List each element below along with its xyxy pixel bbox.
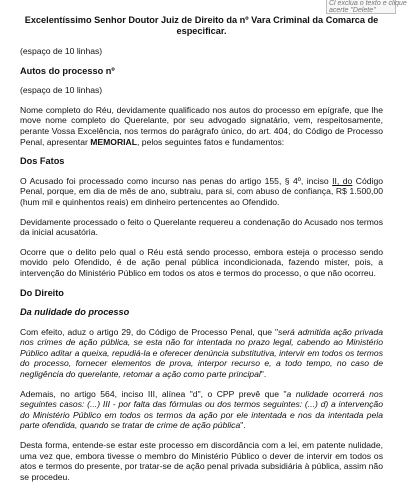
direito-2-text-b: ". bbox=[240, 420, 246, 431]
fatos-paragraph-2: Devidamente processado o feito o Querelante requereu a condenação do Acusado nos termos da inicial acusatória. bbox=[20, 216, 383, 238]
instruction-note-line2: acerte "Delete" bbox=[329, 7, 376, 14]
fatos-1-text-a: O Acusado foi processado como incurso nas penas do artigo 155, § 4º, inciso bbox=[20, 175, 333, 186]
intro-text-post: , pelos seguintes fatos e fundamentos: bbox=[137, 136, 285, 147]
fatos-1-underlined: II, do bbox=[332, 175, 353, 186]
instruction-note bbox=[326, 0, 407, 14]
direito-1-text-b: ". bbox=[260, 369, 267, 380]
subsection-heading-nulidade: Da nulidade do processo bbox=[20, 307, 130, 318]
spacer-note-1: (espaço de 10 linhas) bbox=[20, 46, 103, 56]
fatos-paragraph-1 bbox=[20, 176, 383, 208]
direito-1-text-a: Com efeito, aduz o artigo 29, do Código de Processo Penal, que " bbox=[20, 326, 279, 337]
intro-text-pre: Nome completo do Réu, devidamente qualificado nos autos do processo em epígrafe, que lhe move nome completo do Querelante, por seu advogado signatário, vem, respeitosamente, perante Vossa Excelência, nos termos do parágrafo único, do art. 404, do Código de Processo Penal, apresentar bbox=[20, 104, 383, 147]
direito-2-text-a: Ademais, no artigo 564, inciso III, alínea "d", o CPP prevê que " bbox=[20, 388, 287, 399]
fatos-1-text-b: Código Penal, porque, em dia de mês de ano, subtraiu, para si, com abuso de confiança, R$ 1.500,00 (hum mil e quinhentos reais) em dinheiro pertencentes ao Ofendido. bbox=[20, 175, 384, 207]
spacer-note-2: (espaço de 10 linhas) bbox=[20, 85, 103, 96]
direito-paragraph-3: Desta forma, entende-se estar este processo em discordância com a lei, em patente nulidade, uma vez que, embora tivesse o membro do Ministério Público o dever de intervir em todos os atos e termos do presente, por tratar-se de ação penal privada subsidiária à pública, assim não se procedeu. bbox=[20, 440, 383, 482]
section-heading-fatos: Dos Fatos bbox=[20, 156, 65, 167]
intro-text-bold: MEMORIAL bbox=[90, 136, 138, 147]
document-body bbox=[20, 15, 383, 491]
direito-1-quote: será admitida ação privada nos crimes de ação pública, se esta não for intentada no prazo legal, cabendo ao Ministério Público aditar a queixa, repudiá-la e oferecer denúncia substitutiva, intervir em todos os termos do processo, fornecer elementos de prova, interpor recurso e, a todo tempo, no caso de negligência do querelante, retomar a ação como parte principal bbox=[20, 326, 383, 380]
fatos-paragraph-3: Ocorre que o delito pelo qual o Réu está sendo processo, embora esteja o processo sendo movido pelo Ofendido, é de ação penal pública incondicionada, fazendo mister, pois, a intervenção do Ministério Público em todos os atos e termos do processo, o que não ocorreu. bbox=[20, 246, 383, 278]
intro-paragraph bbox=[20, 105, 383, 147]
instruction-note-line1: Cl exclua o texto e clique bbox=[329, 0, 407, 7]
direito-paragraph-1 bbox=[20, 327, 383, 380]
document-title: Excelentíssimo Senhor Doutor Juiz de Direito da nº Vara Criminal da Comarca de especificar. bbox=[24, 15, 379, 36]
direito-paragraph-2 bbox=[20, 389, 383, 431]
case-number-heading: Autos do processo nº bbox=[20, 65, 115, 76]
direito-2-quote: a nulidade ocorrerá nos seguintes casos: (...) III - por falta das fórmulas ou dos termos seguintes: (...) d) a intervenção do Ministério Público em todos os termos da ação por ele intentada e nos da intentada pela parte ofendida, quando se tratar de crime de ação pública bbox=[20, 388, 384, 431]
section-heading-direito: Do Direito bbox=[20, 287, 64, 298]
